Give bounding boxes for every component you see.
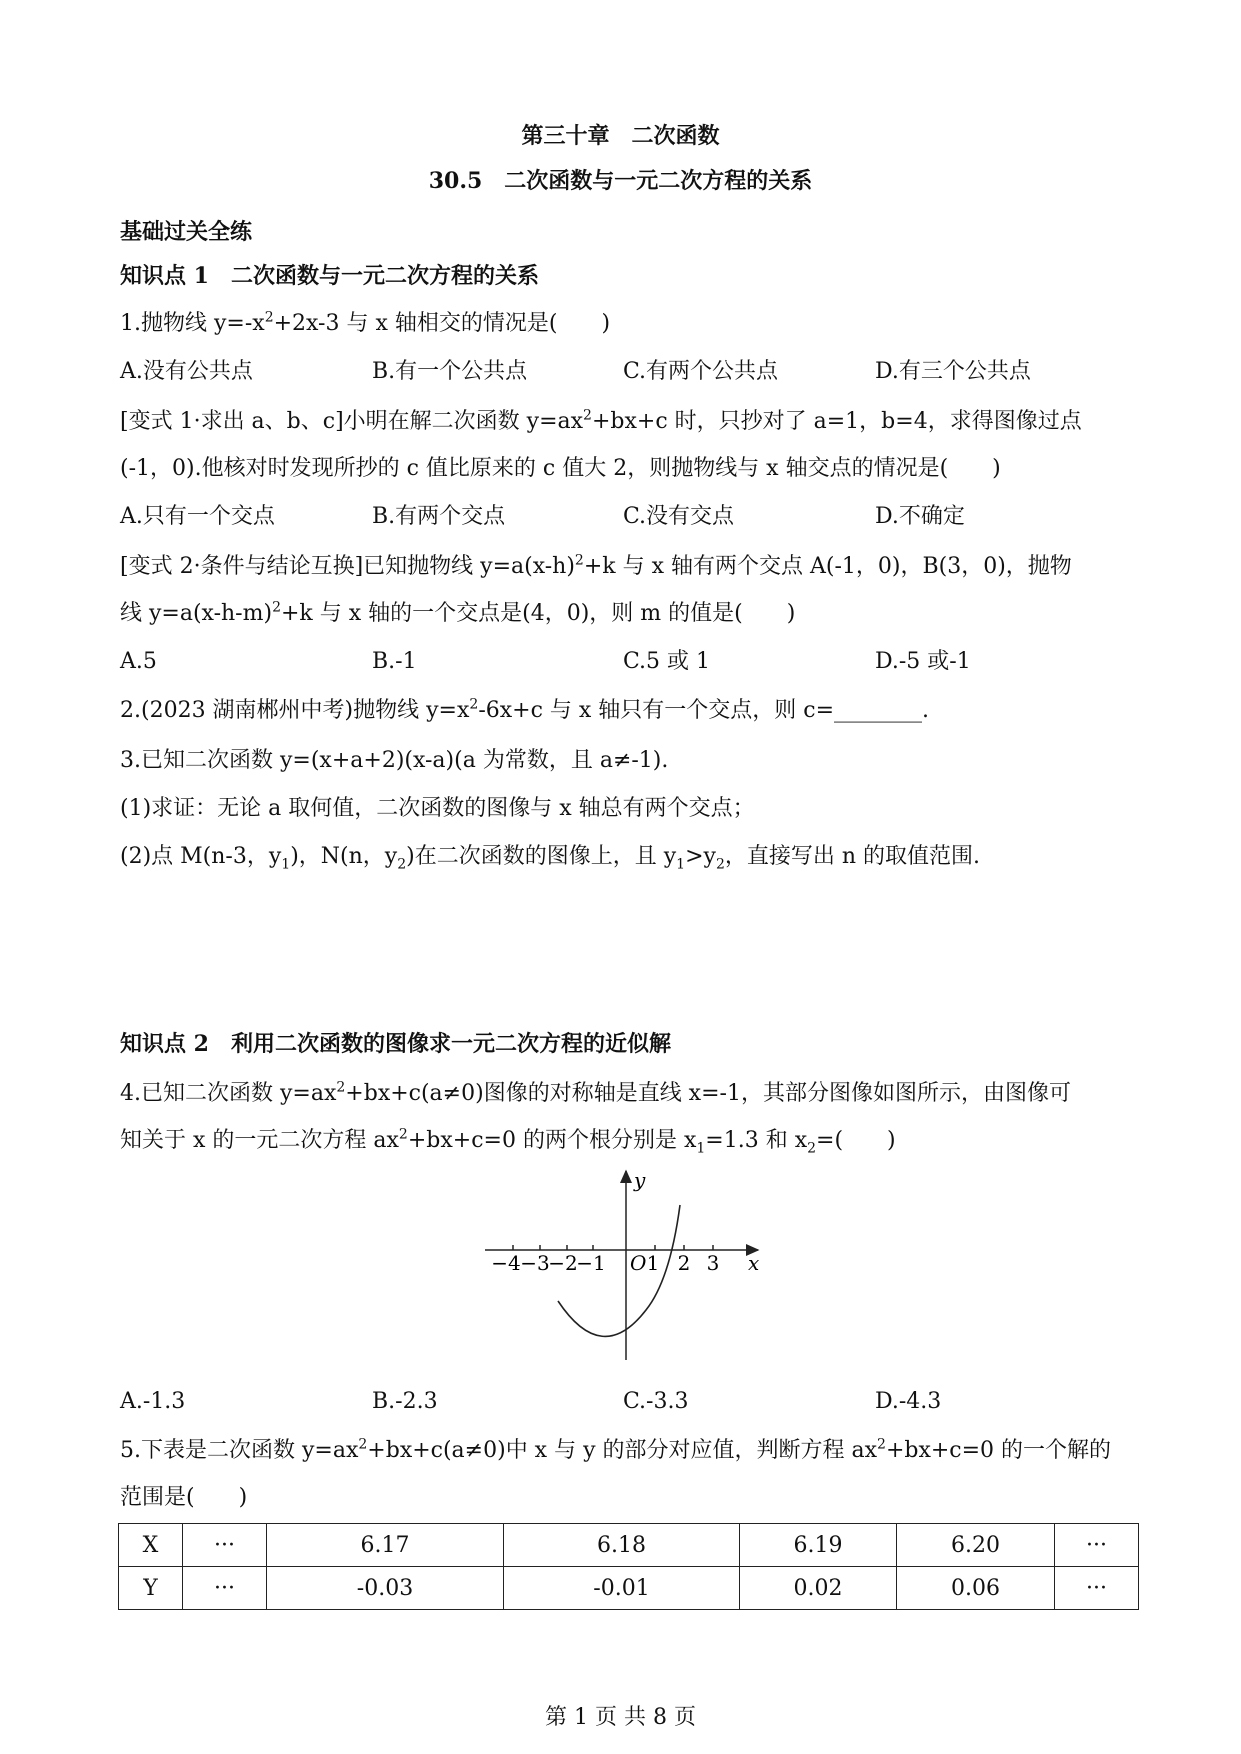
table-row: [119, 1567, 1139, 1610]
chapter-title: 第三十章 二次函数: [521, 123, 720, 149]
v1-option-a: A.只有一个交点: [120, 504, 275, 529]
v2-option-c: C.5 或 1: [623, 649, 711, 674]
table-row: [119, 1524, 1139, 1567]
value-table: [118, 1523, 1139, 1610]
table-cell: 6.18: [504, 1524, 740, 1567]
variant-1-line-2: (-1，0).他核对时发现所抄的 c 值比原来的 c 值大 2，则抛物线与 x 轴交点的情况是( ): [120, 456, 1001, 481]
page-footer: 第 1 页 共 8 页: [545, 1705, 696, 1730]
question-5-line-1: 5.下表是二次函数 $y=ax^2+bx+c(a\ne 0)$中 x 与 y 的部分对应值，判断方程 $ax^2+bx+c=0$ 的一个解的: [120, 1436, 1112, 1463]
tick-label: 3: [706, 1251, 720, 1275]
v2-option-d: D.-5 或-1: [875, 649, 971, 674]
table-cell: X: [119, 1524, 183, 1567]
variant-2-line-1: [变式 2·条件与结论互换]已知抛物线 $y=a(x-h)^2+k$ 与 x 轴有两个交点 A(-1，0)，B(3，0)，抛物: [120, 552, 1072, 579]
question-3-stem: 3.已知二次函数 y=(x+a+2)(x-a)(a 为常数，且 a≠-1).: [120, 748, 669, 773]
q1-option-b: B.有一个公共点: [372, 359, 528, 384]
tick-label: −4: [491, 1251, 521, 1275]
question-4-line-2: 知关于 x 的一元二次方程 $ax^2+bx+c=0$ 的两个根分别是 $x_1=1.3$ 和 $x_2=$( ): [120, 1126, 896, 1157]
q4-option-a: A.-1.3: [120, 1389, 186, 1414]
table-cell: 0.02: [740, 1567, 897, 1610]
tick-label: −1: [576, 1251, 606, 1275]
table-cell: ···: [183, 1524, 267, 1567]
q4-option-c: C.-3.3: [623, 1389, 689, 1414]
knowledge-point-2-title: 知识点 2 利用二次函数的图像求一元二次方程的近似解: [120, 1031, 671, 1057]
question-3-part-1: (1)求证：无论 a 取何值，二次函数的图像与 x 轴总有两个交点；: [120, 796, 755, 821]
origin-label: O: [630, 1251, 647, 1275]
part-title: 基础过关全练: [120, 219, 253, 245]
v2-option-a: A.5: [120, 649, 157, 674]
v1-option-d: D.不确定: [875, 504, 965, 529]
table-cell: 6.17: [267, 1524, 504, 1567]
table-cell: 6.19: [740, 1524, 897, 1567]
table-cell: -0.03: [267, 1567, 504, 1610]
variant-1-line-1: [变式 1·求出 a、b、c]小明在解二次函数 $y=ax^2+bx+c$ 时，只抄对了 a=1，b=4，求得图像过点: [120, 407, 1082, 434]
parabola-graph: [480, 1165, 770, 1365]
variant-2-line-2: 线 $y=a(x-h-m)^2+k$ 与 x 轴的一个交点是(4，0)，则 m 的值是( ): [120, 599, 796, 626]
tick-label: 2: [677, 1251, 691, 1275]
table-cell: 6.20: [897, 1524, 1055, 1567]
table-cell: ···: [1055, 1524, 1139, 1567]
question-3-part-2: (2)点 M(n-3，$y_1$)，N(n，$y_2$)在二次函数的图像上，且 $y_1>y_2$，直接写出 n 的取值范围.: [120, 844, 981, 873]
table-cell: ···: [183, 1567, 267, 1610]
section-title: 30.5 二次函数与一元二次方程的关系: [428, 168, 813, 194]
v1-option-b: B.有两个交点: [372, 504, 506, 529]
tick-label: −3: [520, 1251, 550, 1275]
q1-option-d: D.有三个公共点: [875, 359, 1031, 384]
v1-option-c: C.没有交点: [623, 504, 735, 529]
q4-option-b: B.-2.3: [372, 1389, 438, 1414]
knowledge-point-1-title: 知识点 1 二次函数与一元二次方程的关系: [120, 263, 539, 289]
v2-option-b: B.-1: [372, 649, 417, 674]
table-cell: Y: [119, 1567, 183, 1610]
x-axis-label: x: [748, 1251, 760, 1275]
question-5-line-2: 范围是( ): [120, 1485, 248, 1510]
question-2: 2.(2023 湖南郴州中考)抛物线 $y=x^2-6x+c$ 与 x 轴只有一个交点，则 c=________.: [120, 696, 930, 723]
q1-option-c: C.有两个公共点: [623, 359, 779, 384]
y-axis-label: y: [634, 1168, 646, 1192]
q4-option-d: D.-4.3: [875, 1389, 942, 1414]
table-cell: 0.06: [897, 1567, 1055, 1610]
tick-label: −2: [548, 1251, 578, 1275]
table-cell: -0.01: [504, 1567, 740, 1610]
question-4-line-1: 4.已知二次函数 $y=ax^2+bx+c(a\ne 0)$图像的对称轴是直线 x=-1，其部分图像如图所示，由图像可: [120, 1079, 1071, 1106]
q1-option-a: A.没有公共点: [120, 359, 253, 384]
table-cell: ···: [1055, 1567, 1139, 1610]
question-1: 1.抛物线 $y=-x^2+2x-3$ 与 x 轴相交的情况是( ): [120, 309, 611, 336]
tick-label: 1: [646, 1251, 660, 1275]
